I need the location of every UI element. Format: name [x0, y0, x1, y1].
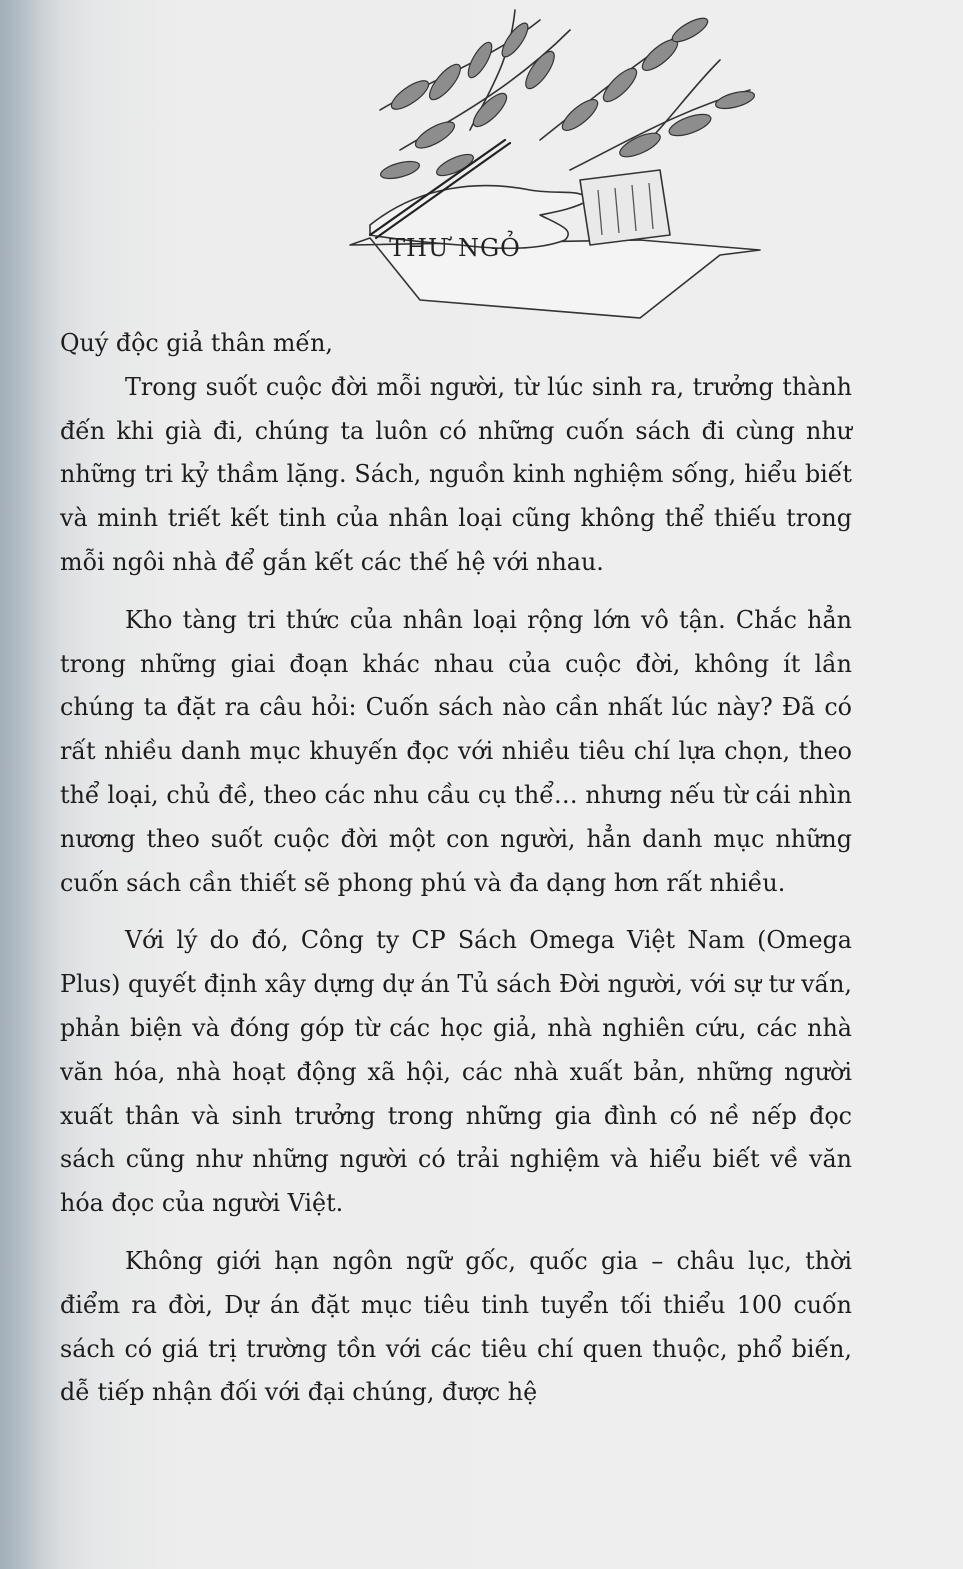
letter-paragraph-4: Không giới hạn ngôn ngữ gốc, quốc gia – châu lục, thời điểm ra đời, Dự án đặt mục tiêu tinh tuyển tối thiểu 100 cuốn sách có giá trị trường tồn với các tiêu chí quen thuộc, phổ biến, dễ tiếp nhận đối với đại chúng, được hệ — [60, 1246, 852, 1407]
hand-writing-with-pen-and-leaves-icon — [340, 0, 780, 325]
letter-paragraph-1: Trong suốt cuộc đời mỗi người, từ lúc sinh ra, trưởng thành đến khi già đi, chúng ta luôn có những cuốn sách đi cùng như những tri kỷ thầm lặng. Sách, nguồn kinh nghiệm sống, hiểu biết và minh triết kết tinh của nhân loại cũng không thể thiếu trong mỗi ngôi nhà để gắn kết các thế hệ với nhau. — [60, 372, 852, 576]
letter-body — [60, 322, 852, 1415]
page-gutter-shadow — [0, 0, 60, 1569]
letter-heading: THƯ NGỎ — [389, 234, 521, 262]
letter-paragraph-3: Với lý do đó, Công ty CP Sách Omega Việt Nam (Omega Plus) quyết định xây dựng dự án Tủ sách Đời người, với sự tư vấn, phản biện và đóng góp từ các học giả, nhà nghiên cứu, các nhà văn hóa, nhà hoạt động xã hội, các nhà xuất bản, những người xuất thân và sinh trưởng trong những gia đình có nề nếp đọc sách cũng như những người có trải nghiệm và hiểu biết về văn hóa đọc của người Việt. — [60, 926, 852, 1218]
letter-greeting: Quý độc giả thân mến, — [60, 329, 333, 357]
letter-paragraph-2: Kho tàng tri thức của nhân loại rộng lớn vô tận. Chắc hẳn trong những giai đoạn khác nhau của cuộc đời, không ít lần chúng ta đặt ra câu hỏi: Cuốn sách nào cần nhất lúc này? Đã có rất nhiều danh mục khuyến đọc với nhiều tiêu chí lựa chọn, theo thể loại, chủ đề, theo các nhu cầu cụ thể… nhưng nếu từ cái nhìn nương theo suốt cuộc đời một con người, hẳn danh mục những cuốn sách cần thiết sẽ phong phú và đa dạng hơn rất nhiều. — [60, 605, 852, 897]
